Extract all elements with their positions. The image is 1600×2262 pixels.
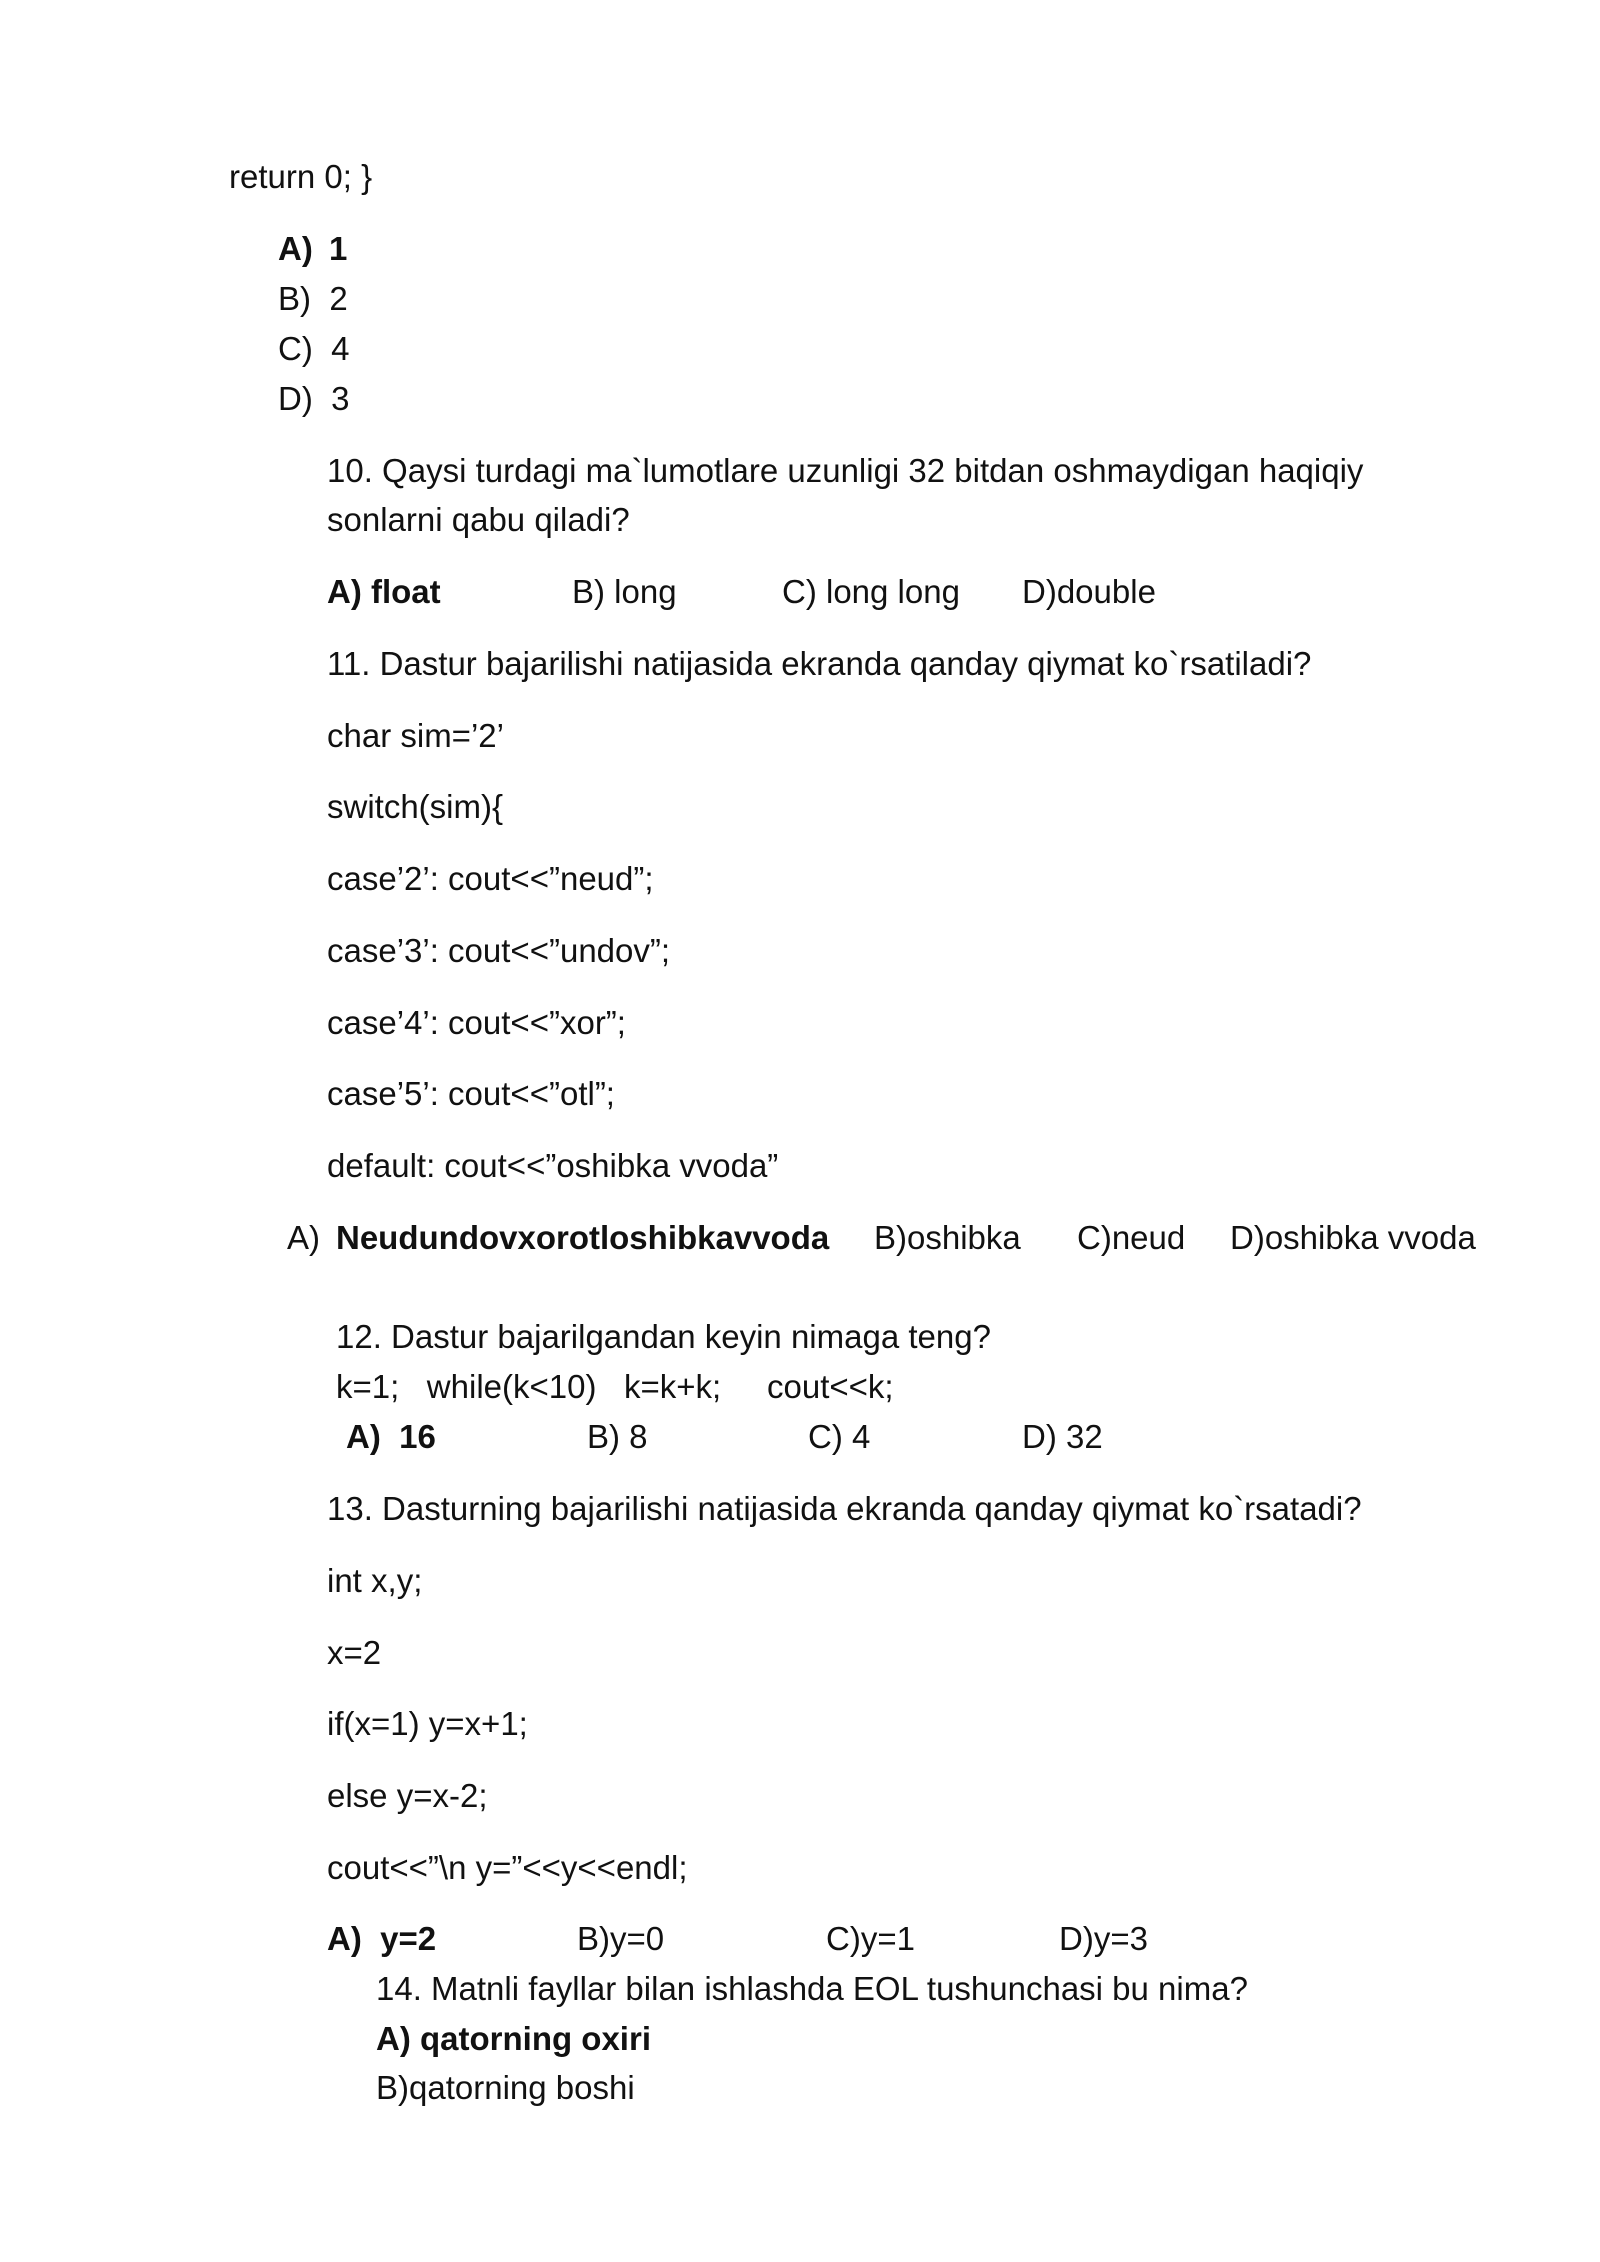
q14-option-b: B)qatorning boshi xyxy=(376,2069,635,2106)
q10-option-a: A) float xyxy=(327,573,441,610)
q12-option-b: B) 8 xyxy=(587,1418,648,1455)
q14-option-a: A) qatorning oxiri xyxy=(376,2020,651,2057)
q11-code-line: switch(sim){ xyxy=(327,788,504,825)
q10-question-line2: sonlarni qabu qiladi? xyxy=(327,501,630,538)
q12-code: k=1; while(k<10) k=k+k; cout<<k; xyxy=(336,1368,894,1405)
q10-option-b: B) long xyxy=(572,573,677,610)
q13-option-a: A) y=2 xyxy=(327,1920,437,1957)
q11-code-line: case’5’: cout<<”otl”; xyxy=(327,1075,615,1112)
q12-option-c: C) 4 xyxy=(808,1418,871,1455)
q13-question: 13. Dasturning bajarilishi natijasida ekranda qanday qiymat ko`rsatadi? xyxy=(327,1490,1362,1527)
q13-code-line: int x,y; xyxy=(327,1562,423,1599)
q11-option-c: C)neud xyxy=(1077,1219,1186,1256)
q14-question: 14. Matnli fayllar bilan ishlashda EOL tushunchasi bu nima? xyxy=(376,1970,1248,2007)
q11-code-line: case’2’: cout<<”neud”; xyxy=(327,860,654,897)
q9-option-d: D) 3 xyxy=(278,380,350,417)
q9-code-tail: return 0; } xyxy=(229,158,373,195)
q11-option-b: B)oshibka xyxy=(874,1219,1021,1256)
q9-option-a-mark: A) xyxy=(278,230,313,267)
q9-option-c: C) 4 xyxy=(278,330,350,367)
q11-code-line: case’4’: cout<<”xor”; xyxy=(327,1004,626,1041)
q12-question: 12. Dastur bajarilgandan keyin nimaga teng? xyxy=(336,1318,991,1355)
q13-option-d: D)y=3 xyxy=(1059,1920,1148,1957)
q13-code-line: else y=x-2; xyxy=(327,1777,488,1814)
q11-code-line: case’3’: cout<<”undov”; xyxy=(327,932,671,969)
q11-option-a-mark: A) xyxy=(287,1219,320,1256)
q12-option-d: D) 32 xyxy=(1022,1418,1103,1455)
q9-option-a-text: 1 xyxy=(329,230,348,267)
q12-option-a: A) 16 xyxy=(346,1418,436,1455)
q11-option-d: D)oshibka vvoda xyxy=(1230,1219,1476,1256)
q11-code-line: char sim=’2’ xyxy=(327,717,504,754)
q13-code-line: x=2 xyxy=(327,1634,382,1671)
q10-option-c: C) long long xyxy=(782,573,960,610)
q13-option-c: C)y=1 xyxy=(826,1920,915,1957)
q13-option-b: B)y=0 xyxy=(577,1920,665,1957)
q13-code-line: if(x=1) y=x+1; xyxy=(327,1705,528,1742)
q11-option-a-text: Neudundovxorotloshibkavvoda xyxy=(336,1219,830,1256)
q10-option-d: D)double xyxy=(1022,573,1156,610)
q10-question-line1: 10. Qaysi turdagi ma`lumotlare uzunligi 32 bitdan oshmaydigan haqiqiy xyxy=(327,452,1364,489)
q9-option-b: B) 2 xyxy=(278,280,348,317)
q11-code-line: default: cout<<”oshibka vvoda” xyxy=(327,1147,779,1184)
q11-question: 11. Dastur bajarilishi natijasida ekranda qanday qiymat ko`rsatiladi? xyxy=(327,645,1312,682)
q13-code-line: cout<<”\n y=”<<y<<endl; xyxy=(327,1849,688,1886)
